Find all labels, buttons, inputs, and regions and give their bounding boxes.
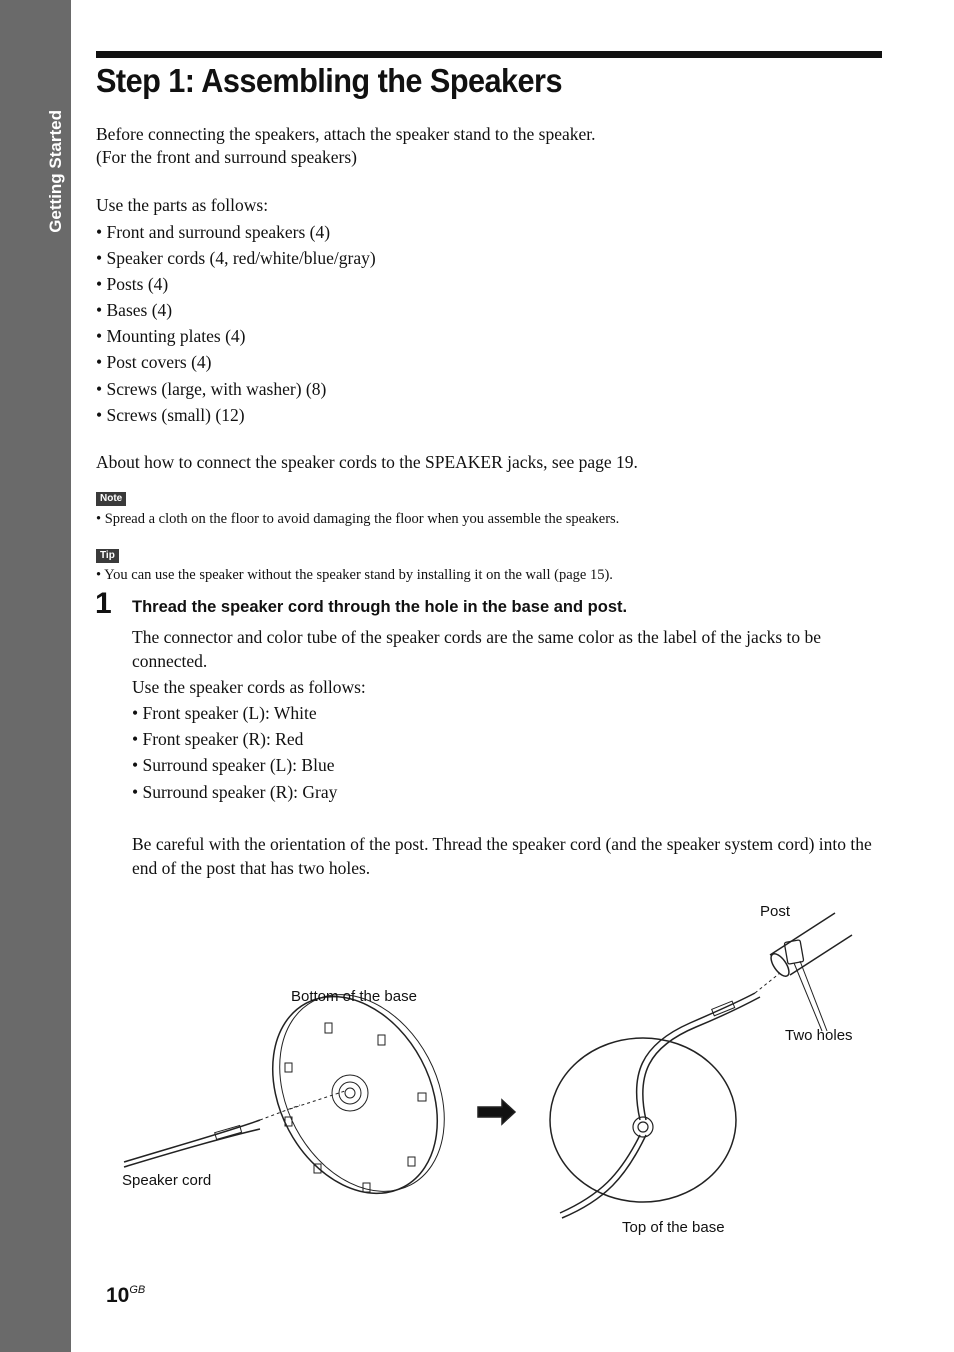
intro-line-2: (For the front and surround speakers) xyxy=(96,147,357,167)
list-item: • Surround speaker (R): Gray xyxy=(132,781,338,802)
page-number: $10^{GB}$ xyxy=(106,1284,146,1307)
list-item: • Speaker cords (4, red/white/blue/gray) xyxy=(96,248,376,269)
tip-text: • You can use the speaker without the speaker stand by installing it on the wall (page 15). xyxy=(96,567,613,583)
step-paragraph-2: Be careful with the orientation of the post. Thread the speaker cord (and the speaker system cord) into the end of the post that has two holes. xyxy=(132,834,872,878)
label-top-of-base: Top of the base xyxy=(622,1219,725,1236)
list-item: • Front and surround speakers (4) xyxy=(96,222,331,242)
page-title: Step 1: Assembling the Speakers xyxy=(96,62,562,99)
note-text: • Spread a cloth on the floor to avoid damaging the floor when you assemble the speakers. xyxy=(96,511,620,527)
parts-list xyxy=(96,219,376,428)
list-item: • Surround speaker (L): Blue xyxy=(132,755,335,776)
label-post: Post xyxy=(760,903,791,920)
list-item: • Screws (small) (12) xyxy=(96,404,245,425)
step-paragraph-1: The connector and color tube of the speaker cords are the same color as the label of the jacks to be connected. xyxy=(132,627,822,671)
list-item: • Front speaker (L): White xyxy=(132,703,317,723)
step-number: 1 xyxy=(95,587,112,620)
note-badge: Note xyxy=(96,492,126,506)
label-two-holes: Two holes xyxy=(785,1027,853,1044)
label-speaker-cord: Speaker cord xyxy=(122,1172,212,1189)
sidebar xyxy=(0,0,71,1352)
label-bottom-of-base: Bottom of the base xyxy=(291,988,417,1005)
list-item: • Mounting plates (4) xyxy=(96,326,246,347)
list-item: • Bases (4) xyxy=(96,300,173,321)
step-heading: Thread the speaker cord through the hole in the base and post. xyxy=(132,598,628,616)
list-item: • Screws (large, with washer) (8) xyxy=(96,378,327,399)
list-item: • Posts (4) xyxy=(96,274,169,295)
cords-list xyxy=(132,700,337,805)
page-suffix: GB xyxy=(129,1284,146,1296)
cords-intro: Use the speaker cords as follows: xyxy=(132,677,366,697)
section-label: Getting Started xyxy=(46,110,65,233)
parts-intro: Use the parts as follows: xyxy=(96,195,269,215)
intro-line-1: Before connecting the speakers, attach the speaker stand to the speaker. xyxy=(96,124,596,144)
title-rule xyxy=(96,51,882,58)
list-item: • Front speaker (R): Red xyxy=(132,729,304,750)
list-item: • Post covers (4) xyxy=(96,352,212,373)
arrow-icon xyxy=(478,1100,515,1124)
tip-badge: Tip xyxy=(96,549,119,563)
assembly-illustration xyxy=(100,895,880,1245)
about-text: About how to connect the speaker cords to the SPEAKER jacks, see page 19. xyxy=(96,452,638,472)
